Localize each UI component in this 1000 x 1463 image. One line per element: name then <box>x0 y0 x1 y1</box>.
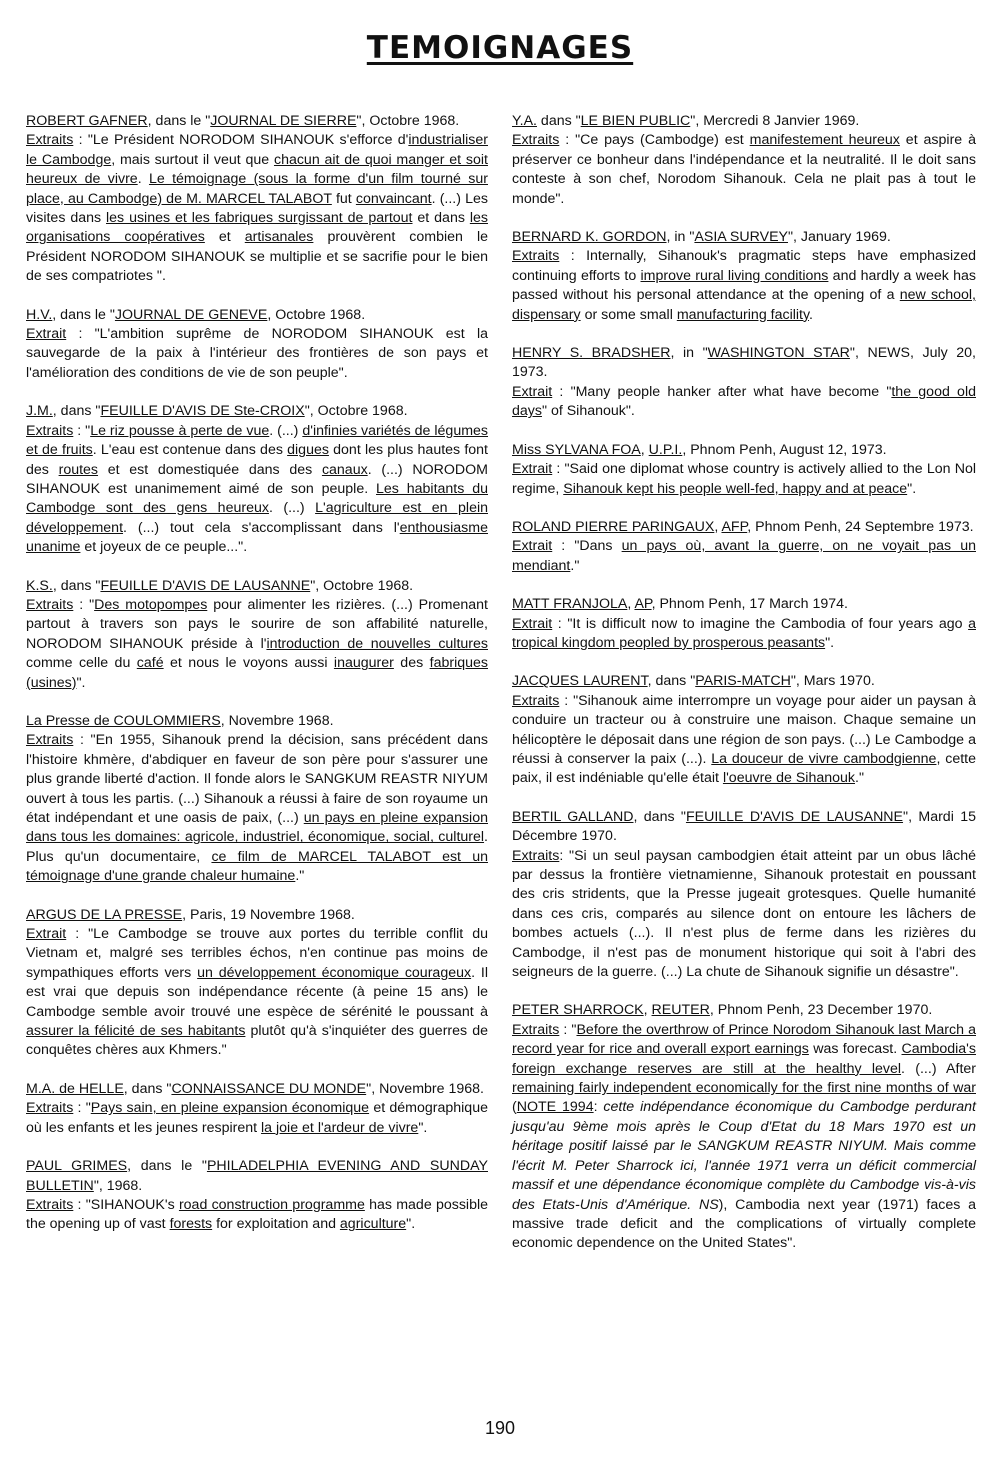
testimony-entry <box>512 518 976 576</box>
text-run: ", Novembre 1968. <box>366 1080 484 1097</box>
text-run: . (...) Les visites dans <box>26 190 488 227</box>
underlined-phrase: LE BIEN PUBLIC <box>580 113 691 129</box>
text-run: , dans le " <box>52 306 115 323</box>
underlined-phrase: introduction de nouvelles cultures <box>266 635 488 652</box>
text-run: ( <box>512 1099 517 1116</box>
page-title: TEMOIGNAGES <box>366 30 634 66</box>
text-run: ". <box>418 1119 428 1136</box>
underlined-phrase: AP <box>634 596 652 613</box>
underlined-phrase: AFP <box>721 518 748 535</box>
underlined-phrase: Extrait <box>512 461 553 478</box>
underlined-phrase: the good old days <box>512 383 976 420</box>
underlined-phrase: agriculture <box>339 1216 407 1233</box>
underlined-phrase: Extraits <box>26 422 74 439</box>
underlined-phrase: new school, dispensary <box>512 287 976 323</box>
testimony-text <box>512 228 976 325</box>
underlined-phrase: Before the overthrow of Prince Norodom Sihanouk last March a record year for rice and overall export earnings <box>512 1021 976 1058</box>
text-run: : " <box>559 1021 577 1038</box>
underlined-phrase: Extrait <box>512 538 553 555</box>
testimony-text <box>512 1001 976 1253</box>
text-run: , Phnom Penh, August 12, 1973. <box>682 441 887 458</box>
testimony-text <box>26 402 488 557</box>
underlined-phrase: un développement économique courageux <box>197 964 472 981</box>
text-run: , dans " <box>52 577 101 594</box>
text-run: des <box>393 655 430 672</box>
text-run: . <box>809 306 813 323</box>
underlined-phrase: routes <box>58 461 99 478</box>
text-run: plutôt qu'à s'inquiéter des guerres de conquêtes chères aux Khmers." <box>26 1023 488 1059</box>
text-run: , Paris, 19 Novembre 1968. <box>182 906 355 923</box>
text-run: , dans le " <box>127 1158 207 1175</box>
text-run: ", Mercredi 8 Janvier 1969. <box>690 113 860 129</box>
text-run: comme celle du <box>26 655 137 672</box>
testimony-text <box>26 112 488 287</box>
text-run: : "SIHANOUK's <box>73 1196 179 1213</box>
underlined-phrase: canaux <box>321 461 368 478</box>
underlined-phrase: improve rural living conditions <box>640 267 829 284</box>
underlined-phrase: chacun ait de quoi manger et soit heureux de vivre <box>26 151 488 188</box>
underlined-phrase: Pays sain, en pleine expansion économique <box>90 1100 370 1117</box>
underlined-phrase: HENRY S. BRADSHER <box>512 345 671 362</box>
text-run: and hardly a week has passed without his personal attendance at the opening of a <box>512 267 976 304</box>
text-run: . (...) <box>269 422 303 439</box>
underlined-phrase: la joie et l'ardeur de vivre <box>261 1119 419 1136</box>
text-run: , dans " <box>123 1080 172 1097</box>
testimony-text <box>26 577 488 693</box>
underlined-phrase: fabriques (usines) <box>26 655 488 691</box>
text-run: dans " <box>536 113 581 129</box>
testimony-text <box>26 906 488 1061</box>
underlined-phrase: JOURNAL DE SIERRE <box>210 113 357 129</box>
text-run: dont les plus hautes font des <box>26 442 488 478</box>
text-run: , Octobre 1968. <box>267 306 366 323</box>
underlined-phrase: forests <box>169 1216 213 1233</box>
underlined-phrase: Le témoignage (sous la forme d'un film tourné sur place, au Cambodge) de M. MARCEL TALABOT <box>26 171 488 207</box>
testimony-text <box>512 808 976 983</box>
underlined-phrase: inaugurer <box>333 655 394 672</box>
text-run: or some small <box>580 306 677 323</box>
underlined-phrase: MATT FRANJOLA <box>512 596 628 613</box>
underlined-phrase: L'agriculture est en plein développement <box>26 500 488 536</box>
testimony-entry <box>26 712 488 887</box>
underlined-phrase: JACQUES LAURENT <box>512 673 648 690</box>
underlined-phrase: remaining fairly independent economically for the first nine months of war <box>512 1080 976 1097</box>
text-run: , in " <box>666 229 695 246</box>
testimony-entry <box>512 228 976 325</box>
testimony-entry <box>26 906 488 1061</box>
underlined-phrase: Extraits <box>512 132 560 149</box>
italic-note: cette indépendance économique du Cambodge perdurant jusqu'au 9ème mois après le Coup d'Etat du 18 Mars 1970 est un héritage positif laissé par le SANGKUM REASTR NIYUM. Mais comme l'écrit M. Peter Sharrock ici, l'année 1971 verra un déficit commercial massif et une dépendance économique complète du Cambodge vis-à-vis des Etats-Unis d'Amérique. NS <box>512 1099 976 1213</box>
testimony-entry <box>26 112 488 287</box>
underlined-phrase: Extrait <box>26 326 67 343</box>
text-run: ", 1968. <box>93 1177 143 1194</box>
underlined-phrase: CONNAISSANCE DU MONDE <box>171 1080 367 1097</box>
underlined-phrase: a tropical kingdom peopled by prosperous peasants <box>512 615 976 651</box>
underlined-phrase: Le riz pousse à perte de vue <box>90 422 270 439</box>
underlined-phrase: PARIS-MATCH <box>695 673 791 690</box>
text-run: was forecast. <box>808 1041 902 1058</box>
underlined-phrase: FEUILLE D'AVIS DE LAUSANNE <box>100 577 311 594</box>
page-number: 190 <box>484 1418 516 1438</box>
text-run: et <box>204 229 245 246</box>
underlined-phrase: Miss SYLVANA FOA <box>512 441 641 458</box>
testimony-text <box>512 441 976 499</box>
testimony-text <box>512 518 976 576</box>
underlined-phrase: les usines et les fabriques surgissant de partout <box>106 210 413 227</box>
underlined-phrase: un pays où, avant la guerre, on ne voyait pas un mendiant <box>512 538 976 574</box>
underlined-phrase: Extraits <box>512 1021 560 1038</box>
underlined-phrase: manifestement heureux <box>749 132 900 149</box>
underlined-phrase: PETER SHARROCK <box>512 1002 644 1019</box>
underlined-phrase: ROBERT GAFNER <box>26 113 148 129</box>
underlined-phrase: Extraits <box>26 132 74 149</box>
text-run: . Plus qu'un documentaire, <box>26 829 488 865</box>
underlined-phrase: d'infinies variétés de légumes et de fruits <box>26 422 489 459</box>
text-run: : "It is difficult now to imagine the Cambodia of four years ago <box>552 615 969 632</box>
underlined-phrase: l'oeuvre de Sihanouk <box>722 770 856 787</box>
underlined-phrase: ce film de MARCEL TALABOT est un témoignage d'une grande chaleur humaine <box>26 848 488 885</box>
underlined-phrase: FEUILLE D'AVIS DE LAUSANNE <box>685 808 904 825</box>
text-run: , dans " <box>52 403 101 420</box>
text-run: " of Sihanouk". <box>541 403 635 420</box>
text-run: ", Octobre 1968. <box>310 577 414 594</box>
underlined-phrase: PHILADELPHIA EVENING AND SUNDAY BULLETIN <box>26 1158 488 1194</box>
testimony-entry <box>26 1157 488 1235</box>
testimony-entry <box>26 1080 488 1138</box>
text-run: , Phnom Penh, 17 March 1974. <box>651 596 848 613</box>
testimony-entry <box>512 595 976 653</box>
text-run: ." <box>295 868 305 885</box>
text-run: ." <box>855 770 864 787</box>
text-run: : "Many people hanker after what have become " <box>552 383 892 400</box>
underlined-phrase: REUTER <box>651 1002 710 1019</box>
text-run: et démographique où les enfants et les jeunes respirent <box>26 1100 488 1136</box>
text-run: ". <box>76 674 86 691</box>
text-run: : "Si un seul paysan cambodgien était atteint par un obus lâché par dessus la frontière vietnamienne, Sihanouk protestait en poussant des cris stridents, que la Presse jugeait grotesques. Quelle humanité dans ces cris, comparés au silence dont on entoure les lâchers de bombes actuels (...). Il n'est plus de ferme dans les rizières du Cambodge, il n'est pas de monument historique qui soit à l'abri des seigneurs de la guerre. (...) La chute de Sihanouk signifie un désastre". <box>512 847 976 981</box>
underlined-phrase: FEUILLE D'AVIS DE Ste-CROIX <box>100 403 305 420</box>
underlined-phrase: BERTIL GALLAND <box>512 808 634 825</box>
testimony-entry <box>26 577 488 693</box>
underlined-phrase: La douceur de vivre cambodgienne <box>711 750 937 767</box>
testimony-text <box>512 112 976 209</box>
testimony-entry <box>512 808 976 983</box>
text-run: ". <box>825 634 835 651</box>
underlined-phrase: Extrait <box>26 926 67 943</box>
text-run: . L'eau est contenue dans des <box>92 442 288 459</box>
testimony-text <box>512 595 976 653</box>
underlined-phrase: les organisations coopératives <box>26 210 488 246</box>
text-run: : "Ce pays (Cambodge) est <box>559 132 750 149</box>
underlined-phrase: Les habitants du Cambodge sont des gens heureux <box>26 480 488 517</box>
underlined-phrase: Cambodia's foreign exchange reserves are still at the healthy level <box>512 1041 976 1077</box>
testimony-entry <box>26 402 488 557</box>
underlined-phrase: JOURNAL DE GENEVE <box>114 306 268 323</box>
underlined-phrase: convaincant <box>355 190 432 207</box>
text-run: . (...) NORODOM SIHANOUK est unanimement aimé de son peuple. <box>26 461 488 497</box>
text-run: , mais surtout il veut que <box>111 151 274 168</box>
underlined-phrase: BERNARD K. GORDON <box>512 229 667 246</box>
underlined-phrase: Sihanouk kept his people well-fed, happy and at peace <box>563 480 908 497</box>
underlined-phrase: WASHINGTON STAR <box>707 345 850 362</box>
text-run: ". <box>406 1216 416 1233</box>
testimony-text <box>26 306 488 384</box>
testimony-text <box>26 1157 488 1235</box>
underlined-phrase: Extrait <box>512 383 553 400</box>
underlined-phrase: La Presse de COULOMMIERS <box>26 712 221 729</box>
text-run: ", Octobre 1968. <box>356 113 460 129</box>
text-run: : "Said one diplomat whose country is actively allied to the Lon Nol regime, <box>512 461 976 497</box>
text-run: pour alimenter les rizières. (...) Promenant partout à travers son pays le sourire de son affabilité naturelle, NORODOM SIHANOUK préside à l' <box>26 596 488 652</box>
text-run: : "Le Cambodge se trouve aux portes du terrible conflit du Vietnam et, malgré ses terribles échos, n'en continue pas moins de sympathiques efforts vers <box>26 926 488 981</box>
text-run: et dans <box>412 210 470 227</box>
text-run: ", January 1969. <box>788 229 891 246</box>
underlined-phrase: industrialiser le Cambodge <box>26 132 488 168</box>
text-run: : Internally, Sihanouk's pragmatic steps have emphasized continuing efforts to <box>512 248 976 284</box>
text-run: et joyeux de ce peuple...". <box>80 539 248 556</box>
text-run: : <box>593 1099 604 1116</box>
testimony-entry <box>512 1001 976 1253</box>
text-run: ." <box>570 557 580 574</box>
testimony-text <box>26 712 488 887</box>
text-run: . (...) tout cela s'accomplissant dans l' <box>123 519 400 536</box>
testimony-entry <box>26 306 488 384</box>
underlined-phrase: ARGUS DE LA PRESSE <box>26 906 183 923</box>
text-run: ", Mars 1970. <box>790 673 875 690</box>
left-column <box>26 112 488 1254</box>
underlined-phrase: M.A. de HELLE <box>26 1080 124 1097</box>
text-run: . (...) <box>268 500 316 517</box>
underlined-phrase: Extraits <box>512 248 560 265</box>
underlined-phrase: Extraits <box>26 1100 74 1117</box>
testimony-text <box>512 672 976 788</box>
underlined-phrase: PAUL GRIMES <box>26 1158 128 1175</box>
text-run: , <box>627 596 635 613</box>
text-run: et aspire à préserver ce bonheur dans l'indépendance et la neutralité. Il le doit sans conteste à son chef, Norodom Sihanouk. Cela ne plait pas à tout le monde". <box>512 132 976 207</box>
text-run: , <box>714 518 722 535</box>
text-run: et nous le voyons aussi <box>163 655 334 672</box>
text-run: , in " <box>670 345 708 362</box>
right-column <box>512 112 976 1273</box>
text-run: : "Le Président NORODOM SIHANOUK s'efforce d' <box>73 132 409 149</box>
text-run: , Phnom Penh, 23 December 1970. <box>709 1002 933 1019</box>
underlined-phrase: Extraits <box>512 847 560 864</box>
underlined-phrase: road construction programme <box>178 1196 365 1213</box>
underlined-phrase: K.S. <box>26 577 53 594</box>
text-run: , cette paix, il est indéniable qu'elle était <box>512 750 976 787</box>
text-run: , dans " <box>647 673 696 690</box>
text-run: ", Octobre 1968. <box>304 403 408 420</box>
underlined-phrase: manufacturing facility <box>676 306 810 323</box>
testimony-entry <box>512 344 976 422</box>
underlined-phrase: enthousiasme unanime <box>26 519 488 556</box>
text-run: ", Mardi 15 Décembre 1970. <box>512 808 976 845</box>
text-run: , <box>640 441 649 458</box>
text-run: : "Dans <box>552 538 622 555</box>
text-run: has made possible the opening up of vast <box>26 1196 489 1233</box>
underlined-phrase: J.M. <box>26 403 53 420</box>
text-run: ), Cambodia next year (1971) faces a massive trade deficit and the complications of virtually complete economic dependence on the United States". <box>512 1196 976 1252</box>
text-run: prouvèrent combien le Président NORODOM SIHANOUK se multiplie et se sacrifie pour le bien de ses compatriotes ". <box>26 229 489 285</box>
testimony-entry <box>512 672 976 788</box>
text-run: , dans le " <box>147 113 211 129</box>
testimony-text <box>512 344 976 422</box>
text-run: fut <box>331 190 356 207</box>
underlined-phrase: Extrait <box>512 615 553 632</box>
underlined-phrase: café <box>136 655 164 672</box>
underlined-phrase: U.P.I. <box>648 441 683 458</box>
underlined-phrase: ASIA SURVEY <box>694 229 788 246</box>
text-run: : "Sihanouk aime interrompre un voyage pour aider un paysan à conduire un tracteur ou à construire une maison. Chaque semaine un hélicoptère le déposait dans une région de son pays. (...) Le Cambodge a réussi à conserver la paix (...). <box>512 692 976 767</box>
underlined-phrase: assurer la félicité de ses habitants <box>26 1023 246 1040</box>
testimony-entry <box>512 112 976 209</box>
text-run: ". <box>907 480 917 497</box>
underlined-phrase: artisanales <box>244 229 314 246</box>
underlined-phrase: NOTE 1994 <box>516 1099 594 1116</box>
text-run: : " <box>73 422 91 439</box>
underlined-phrase: Des motopompes <box>94 596 208 613</box>
underlined-phrase: Extraits <box>26 596 74 613</box>
text-run: . (...) After <box>901 1060 977 1077</box>
underlined-phrase: un pays en pleine expansion dans tous les domaines: agricole, industriel, économique, social, culturel <box>26 810 488 846</box>
text-run: , dans " <box>633 808 686 825</box>
underlined-phrase: Extraits <box>512 692 560 709</box>
text-run: : " <box>73 596 95 613</box>
text-run: : "En 1955, Sihanouk prend la décision, sans précédent dans l'histoire khmère, d'abdiquer en faveur de son père pour s'assurer une plus grande liberté d'action. Il fonde alors le SANGKUM REASTR NIYUM ouvert à tous les partis. (...) Sihanouk a réussi à faire de son royaume un état indépendant et une oasis de paix, (...) <box>26 732 488 826</box>
text-run: . Il est vrai que depuis son indépendance récente (à peine 15 ans) le Cambodge semble avoir trouvé une espèce de sérénité le poussant à <box>26 964 488 1020</box>
text-run: et est domestiquée dans des <box>98 461 322 478</box>
testimony-entry <box>512 441 976 499</box>
text-run: . <box>137 171 149 188</box>
text-run: , Novembre 1968. <box>220 712 334 729</box>
underlined-phrase: Extraits <box>26 732 74 749</box>
underlined-phrase: digues <box>287 442 329 459</box>
underlined-phrase: H.V. <box>26 306 53 323</box>
text-run: , <box>643 1002 652 1019</box>
text-run: : " <box>73 1100 91 1117</box>
text-run: ", NEWS, July 20, 1973. <box>512 345 977 381</box>
text-run: for exploitation and <box>212 1216 340 1233</box>
text-run: : "L'ambition suprême de NORODOM SIHANOUK est la sauvegarde de la paix à l'intérieur des frontières de son pays et l'amélioration des conditions de vie de son peuple". <box>26 326 488 381</box>
testimony-text <box>26 1080 488 1138</box>
text-run: , Phnom Penh, 24 Septembre 1973. <box>747 518 974 535</box>
underlined-phrase: Extraits <box>26 1196 74 1213</box>
underlined-phrase: ROLAND PIERRE PARINGAUX <box>512 518 715 535</box>
underlined-phrase: Y.A. <box>512 113 537 129</box>
